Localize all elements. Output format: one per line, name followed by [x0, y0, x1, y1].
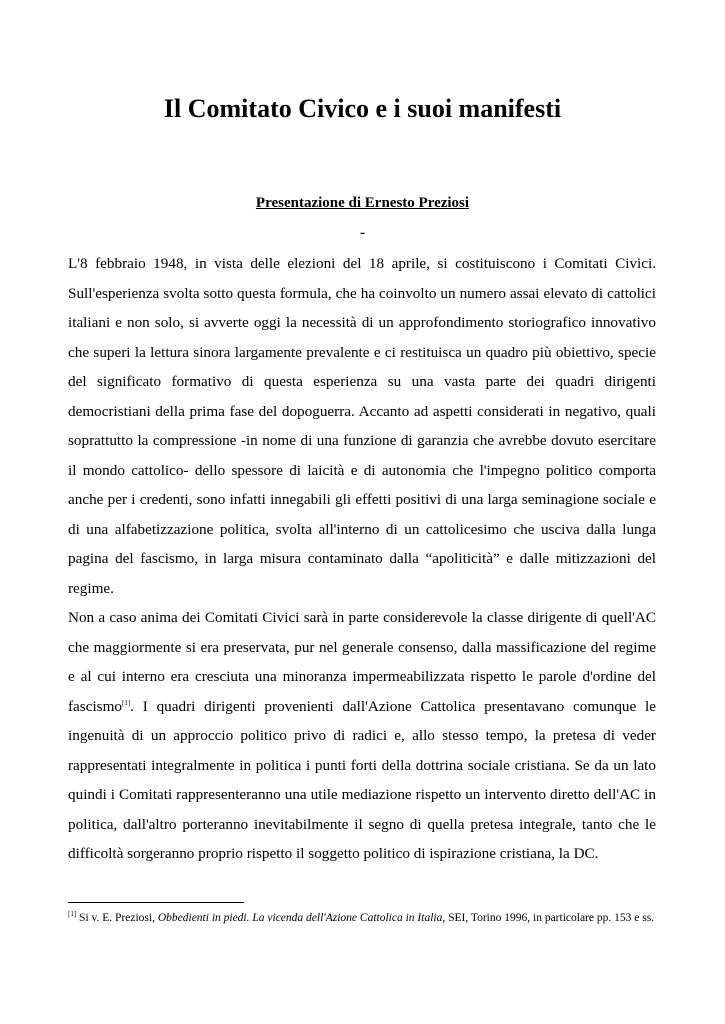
- footnote-reference[interactable]: [1]: [122, 698, 131, 707]
- footnote-prefix: Si v. E. Preziosi,: [76, 912, 158, 924]
- paragraph-1: L'8 febbraio 1948, in vista delle elezioni del 18 aprile, si costituiscono i Comitati Civici. Sull'esperienza svolta sotto questa formula, che ha coinvolto un numero assai elevato di cattolici italiani e non solo, si avverte oggi la necessità di un approfondimento storiografico innovativo che superi la lettura sinora largamente prevalente e ci restituisca un quadro più obiettivo, specie del significato formativo di questa esperienza su una vasta parte dei quadri dirigenti democristiani della prima fase del dopoguerra. Accanto ad aspetti considerati in negativo, quali soprattutto la compressione -in nome di una funzione di garanzia che avrebbe dovuto esercitare il mondo cattolico- dello spessore di laicità e di autonomia che l'impegno politico comporta anche per i credenti, sono infatti innegabili gli effetti positivi di una larga seminagione sociale e di una alfabetizzazione politica, svolta all'interno di un cattolicesimo che usciva dalla lunga pagina del fascismo, in larga misura contaminato dalla “apoliticità” e dalle mitizzazioni del regime.: [68, 255, 656, 597]
- paragraph-2: [68, 603, 656, 869]
- body-text: [68, 249, 656, 869]
- document-title: Il Comitato Civico e i suoi manifesti: [163, 94, 562, 123]
- separator-dash: -: [360, 225, 365, 241]
- paragraph-2-part-1: Non a caso anima dei Comitati Civici sarà in parte considerevole la classe dirigente di quell'AC che maggiormente si era preservata, pur nel generale consenso, dalla massificazione del regime e al cui interno era cresciuta una minoranza impermeabilizzata rispetto le parole d'ordine del fascismo: [68, 609, 656, 715]
- document-subtitle: Presentazione di Ernesto Preziosi: [255, 195, 470, 211]
- paragraph-2-part-2: . I quadri dirigenti provenienti dall'Azione Cattolica presentavano comunque le ingenuità di un approccio politico privo di radici e, allo stesso tempo, la pretesa di veder rappresentati integralmente in politica i punti forti della dottrina sociale cristiana. Se da un lato quindi i Comitati rappresenteranno una utile mediazione rispetto un intervento diretto dell'AC in politica, dall'altro porteranno inevitabilmente il segno di quella pretesa integrale, tanto che le difficoltà sorgeranno proprio rispetto il soggetto politico di ispirazione cristiana, la DC.: [68, 697, 656, 862]
- footnote-suffix: SEI, Torino 1996, in particolare pp. 153 e ss.: [445, 912, 655, 924]
- footnote-book-title: Obbedienti in piedi. La vicenda dell'Azione Cattolica in Italia,: [157, 912, 446, 924]
- footnote-divider: [68, 902, 244, 903]
- footnote-mark: [1]: [68, 910, 77, 919]
- footnote: [68, 910, 656, 926]
